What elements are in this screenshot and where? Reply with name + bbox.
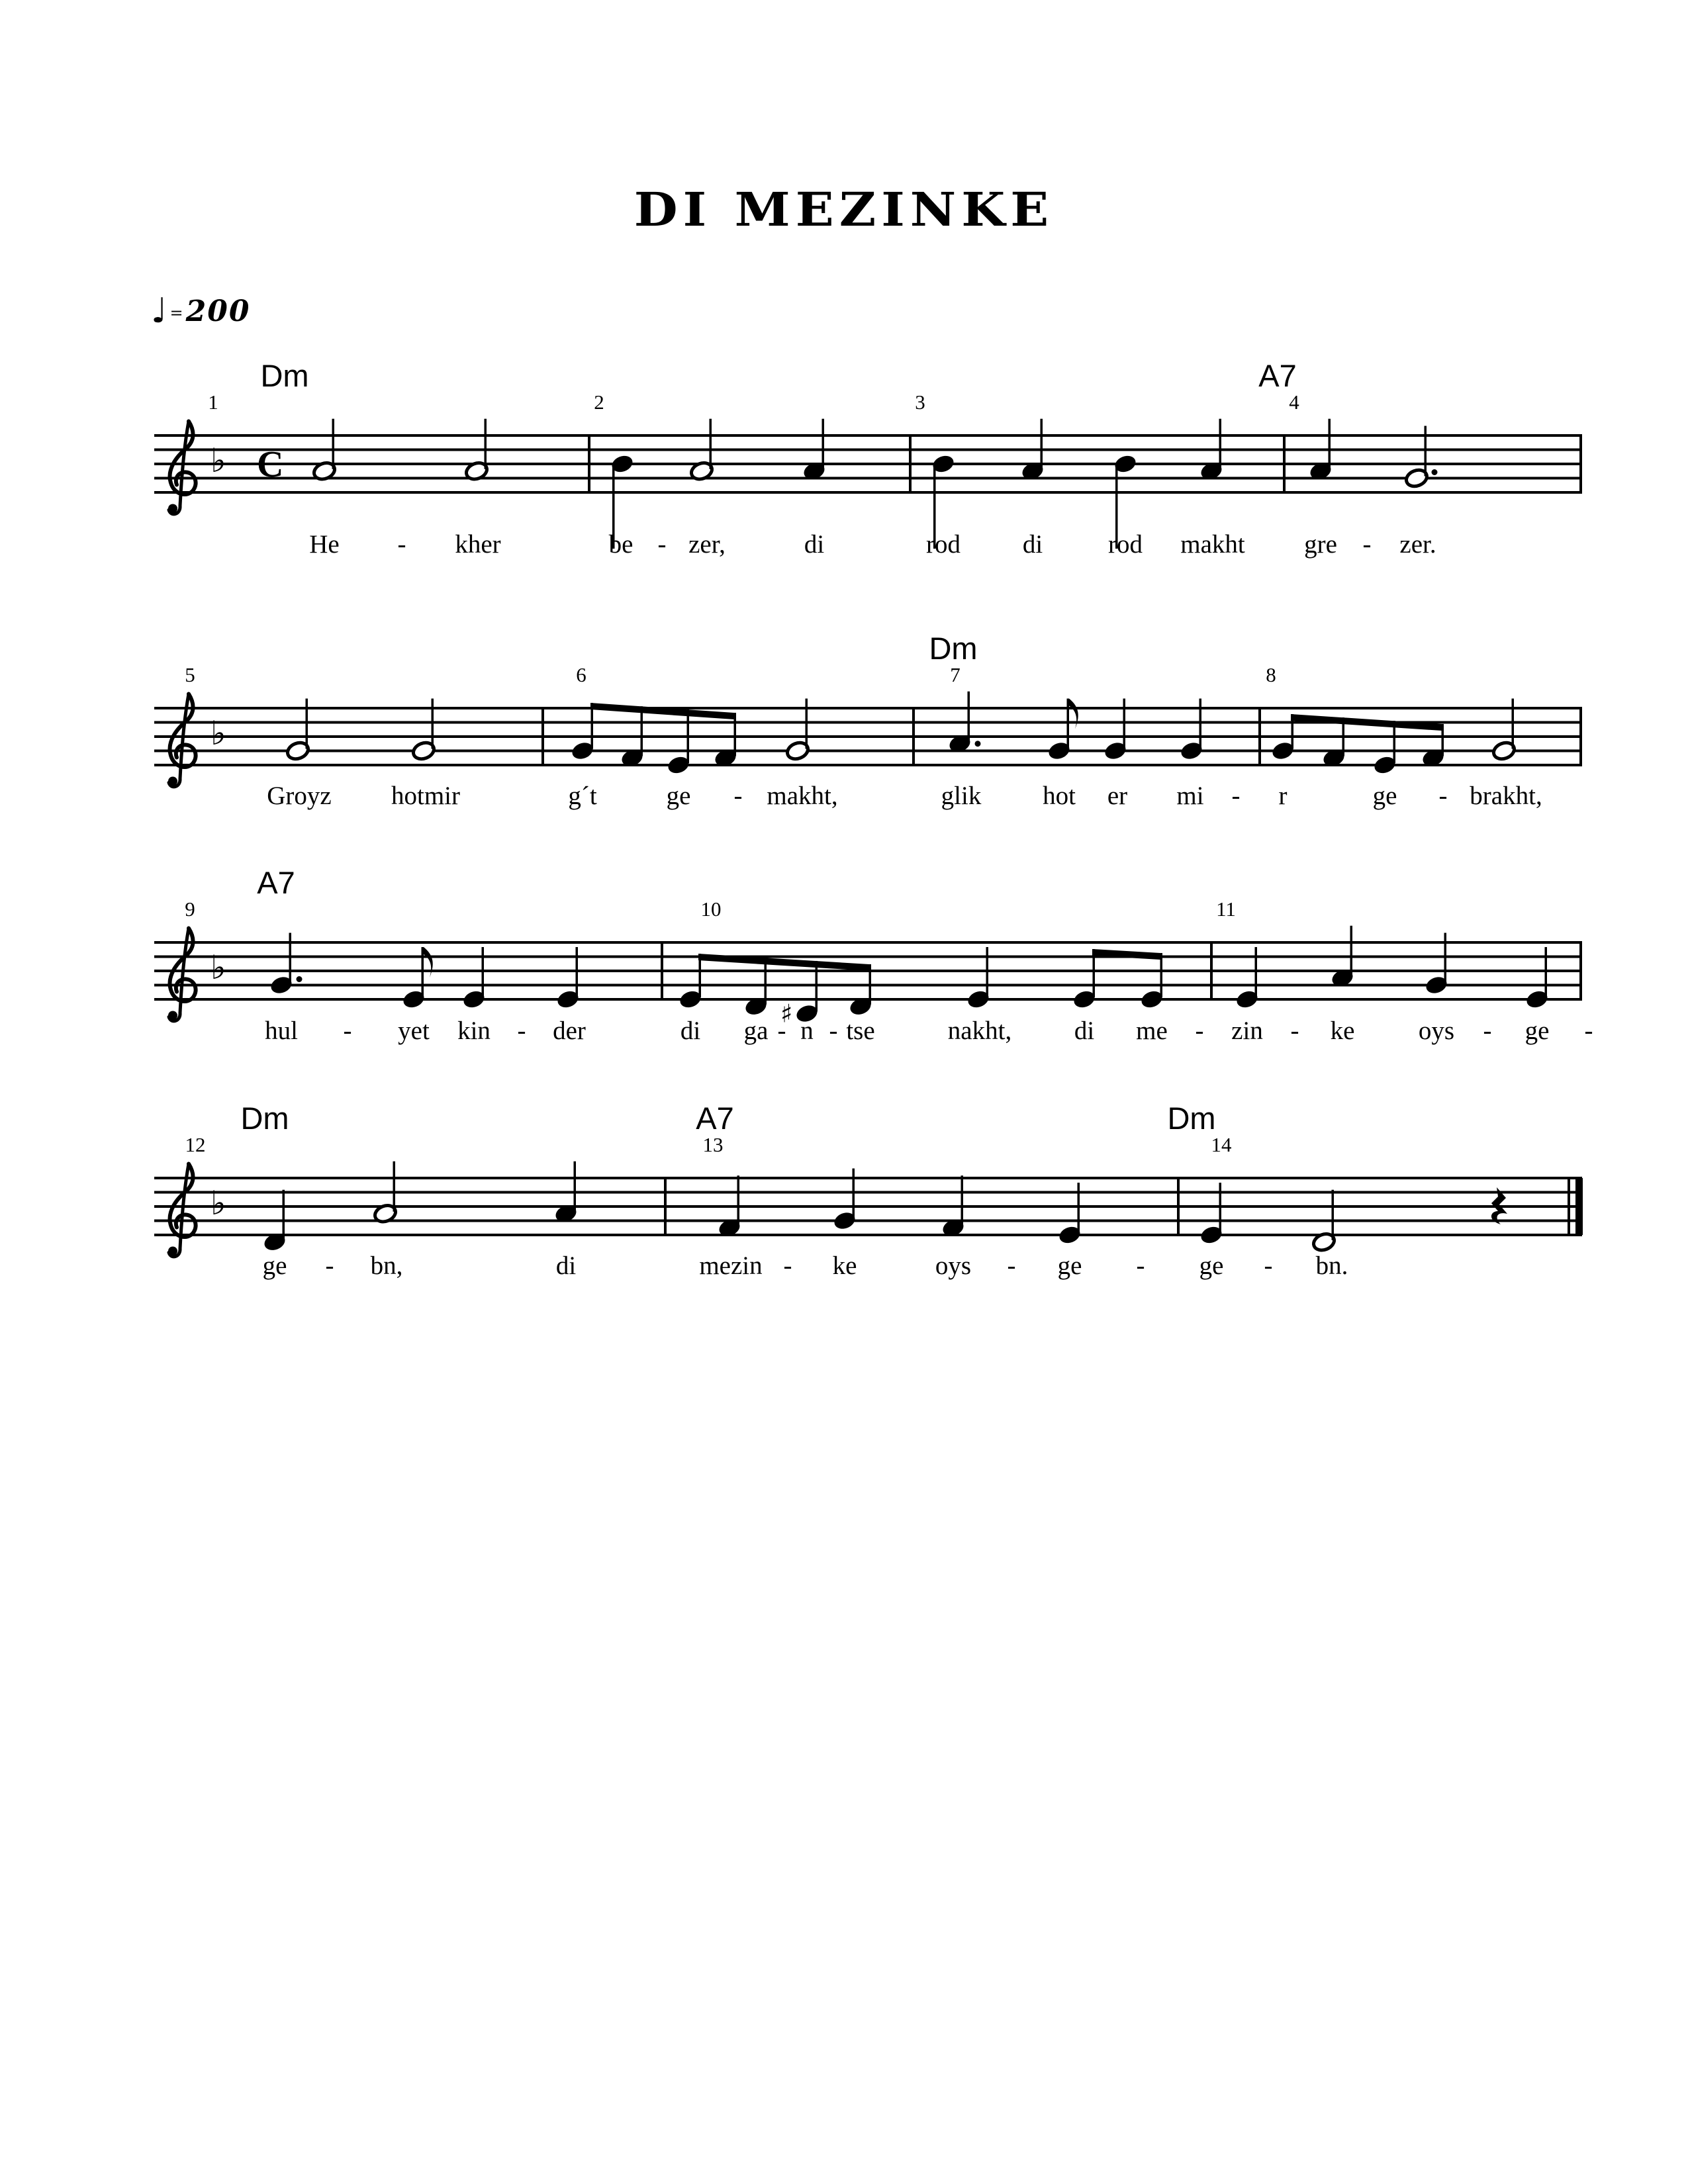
note-stem: [422, 947, 424, 997]
lyric-syllable: zin: [1231, 1017, 1263, 1045]
lyric-syllable: bn,: [370, 1251, 403, 1280]
staff-line: [154, 735, 1582, 738]
lyric-hyphen: -: [1438, 782, 1448, 810]
tempo-marking: [151, 291, 251, 331]
barline: [1283, 435, 1286, 492]
chord-label: Dm: [929, 631, 978, 666]
chord-label: Dm: [1167, 1101, 1216, 1136]
lyric-hyphen: -: [1483, 1017, 1492, 1045]
tempo-equals: =: [169, 304, 183, 322]
note-stem: [1219, 419, 1222, 469]
note-stem: [485, 419, 487, 469]
note-stem: [822, 419, 825, 469]
lyric-syllable: glik: [941, 782, 982, 810]
staff-line: [154, 491, 1582, 494]
note-stem: [961, 1175, 964, 1226]
staff-line: [154, 1177, 1582, 1179]
lyric-syllable: ge: [262, 1251, 287, 1280]
staff-line: [154, 434, 1582, 437]
note-stem: [816, 961, 818, 1012]
note-stem: [699, 954, 702, 997]
note-stem: [482, 947, 485, 997]
note-stem: [1160, 953, 1163, 997]
lyric-syllable: di: [804, 530, 825, 559]
note-stem: [1255, 947, 1258, 997]
lyric-hyphen: -: [1264, 1251, 1273, 1280]
barline: [541, 708, 544, 765]
lyric-syllable: rod: [1108, 530, 1143, 559]
note-stem: [1123, 699, 1126, 749]
measure-number: 4: [1289, 390, 1299, 414]
note-stem: [1444, 933, 1447, 983]
lyric-syllable: hul: [265, 1017, 298, 1045]
lyric-hyphen: -: [517, 1017, 526, 1045]
quarter-note-icon: ♩: [151, 291, 167, 331]
augmentation-dot: [1432, 469, 1438, 475]
note-stem: [283, 1190, 285, 1240]
lyric-syllable: ga: [743, 1017, 769, 1045]
note-stem: [1332, 1190, 1335, 1240]
key-flat-icon: ♭: [211, 948, 226, 987]
final-barline-thin: [1568, 1178, 1570, 1235]
measure-number: 9: [185, 897, 195, 921]
note-stem: [853, 1169, 855, 1219]
note-stem: [591, 703, 594, 749]
measure-number: 7: [950, 663, 961, 686]
lyric-hyphen: -: [343, 1017, 352, 1045]
note-stem: [1442, 724, 1444, 756]
lyric-syllable: oys: [935, 1251, 972, 1280]
measure-number: 2: [594, 390, 604, 414]
note-stem: [1219, 1183, 1222, 1233]
measure-number: 10: [700, 897, 722, 921]
lyric-syllable: bn.: [1315, 1251, 1348, 1280]
note-stem: [1093, 949, 1096, 997]
lyric-syllable: rod: [926, 530, 961, 559]
note-stem: [869, 964, 872, 1005]
lyric-hyphen: -: [1136, 1251, 1145, 1280]
note-stem: [1078, 1183, 1080, 1233]
lyric-syllable: makht: [1180, 530, 1245, 559]
lyric-hyphen: -: [325, 1251, 334, 1280]
lyric-syllable: yet: [398, 1017, 430, 1045]
lyric-hyphen: -: [397, 530, 406, 559]
measure-number: 14: [1211, 1133, 1232, 1156]
lyric-syllable: Groyz: [267, 782, 332, 810]
staff-line: [154, 1220, 1582, 1222]
eighth-flag-icon: [424, 947, 433, 978]
note-stem: [393, 1161, 396, 1212]
note-stem: [1545, 947, 1548, 997]
barline: [912, 708, 915, 765]
note-stem: [432, 699, 434, 749]
measure-number: 1: [208, 390, 218, 414]
note-stem: [574, 1161, 577, 1212]
augmentation-dot: [975, 741, 981, 747]
barline: [661, 942, 663, 999]
lyric-syllable: r: [1278, 782, 1288, 810]
lyric-syllable: oys: [1418, 1017, 1455, 1045]
lyric-syllable: nakht,: [947, 1017, 1012, 1045]
barline: [664, 1178, 667, 1235]
staff-line: [154, 1191, 1582, 1194]
lyric-syllable: ge: [1372, 782, 1397, 810]
note-stem: [710, 419, 712, 469]
lyric-syllable: zer.: [1399, 530, 1436, 559]
chord-label: A7: [257, 865, 295, 900]
lyric-hyphen: -: [1007, 1251, 1016, 1280]
chord-label: Dm: [240, 1101, 289, 1136]
note-stem: [1329, 419, 1331, 469]
note-stem: [332, 419, 335, 469]
note-stem: [1199, 699, 1202, 749]
eighth-flag-icon: [1069, 699, 1078, 729]
key-flat-icon: ♭: [211, 441, 226, 480]
staff-line: [154, 477, 1582, 480]
barline: [1177, 1178, 1180, 1235]
lyric-syllable: brakht,: [1470, 782, 1542, 810]
tempo-bpm: 200: [185, 295, 251, 328]
staff-line: [154, 764, 1582, 766]
key-flat-icon: ♭: [211, 1184, 226, 1222]
note-stem: [289, 933, 292, 983]
lyric-syllable: di: [1074, 1017, 1095, 1045]
lyric-syllable: tse: [846, 1017, 875, 1045]
measure-number: 3: [915, 390, 925, 414]
beam: [1092, 949, 1160, 960]
sharp-icon: ♯: [780, 999, 793, 1028]
note-stem: [1350, 926, 1353, 976]
barline: [909, 435, 912, 492]
staff-line: [154, 463, 1582, 465]
lyric-syllable: mi: [1176, 782, 1204, 810]
lyric-syllable: hot: [1043, 782, 1076, 810]
barline: [1210, 942, 1213, 999]
final-barline-thick: [1575, 1178, 1583, 1235]
note-stem: [734, 713, 737, 756]
lyric-syllable: g´t: [568, 782, 597, 810]
note-stem: [806, 699, 808, 749]
measure-number: 8: [1266, 663, 1276, 686]
measure-number: 11: [1216, 897, 1236, 921]
barline: [588, 435, 590, 492]
barline: [1579, 435, 1582, 492]
barline: [1579, 708, 1582, 765]
note-stem: [765, 958, 767, 1005]
note-stem: [1425, 426, 1427, 477]
chord-label: A7: [1258, 358, 1297, 393]
note-stem: [968, 692, 970, 742]
staff-line: [154, 1205, 1582, 1208]
staff-line: [154, 1234, 1582, 1236]
lyric-syllable: di: [680, 1017, 701, 1045]
note-stem: [306, 699, 308, 749]
staff-line: [154, 449, 1582, 451]
lyric-syllable: makht,: [767, 782, 838, 810]
lyric-hyphen: -: [733, 782, 743, 810]
barline: [1258, 708, 1261, 765]
barline: [1579, 942, 1582, 999]
song-title: DI MEZINKE: [633, 182, 1055, 237]
lyric-hyphen: -: [1231, 782, 1241, 810]
lyric-syllable: di: [555, 1251, 577, 1280]
time-signature: C: [257, 444, 284, 485]
lyric-hyphen: -: [1290, 1017, 1299, 1045]
lyric-hyphen: -: [1362, 530, 1372, 559]
staff-line: [154, 984, 1582, 987]
lyric-hyphen: -: [783, 1251, 792, 1280]
chord-label: A7: [696, 1101, 734, 1136]
lyric-syllable: n: [800, 1017, 814, 1045]
note-stem: [986, 947, 989, 997]
augmentation-dot: [297, 976, 303, 982]
measure-number: 6: [576, 663, 586, 686]
lyric-syllable: be: [608, 530, 633, 559]
lyric-hyphen: -: [1584, 1017, 1593, 1045]
staff-line: [154, 941, 1582, 944]
lyric-hyphen: -: [657, 530, 667, 559]
lyric-syllable: er: [1107, 782, 1128, 810]
note-stem: [641, 706, 643, 756]
note-stem: [1512, 699, 1515, 749]
note-stem: [576, 947, 579, 997]
note-stem: [687, 709, 690, 763]
lyric-syllable: hotmir: [391, 782, 460, 810]
lyric-syllable: kin: [457, 1017, 491, 1045]
lyric-syllable: ke: [1330, 1017, 1355, 1045]
note-stem: [1393, 721, 1396, 763]
staff-line: [154, 956, 1582, 958]
lyric-syllable: He: [309, 530, 340, 559]
lyric-syllable: kher: [455, 530, 501, 559]
lyric-syllable: zer,: [688, 530, 726, 559]
lyric-syllable: di: [1022, 530, 1043, 559]
staff-line: [154, 707, 1582, 709]
lyric-syllable: ke: [832, 1251, 857, 1280]
note-stem: [1342, 717, 1345, 756]
note-stem: [1067, 699, 1070, 749]
chord-label: Dm: [260, 358, 309, 393]
measure-number: 12: [185, 1133, 206, 1156]
note-stem: [737, 1175, 740, 1226]
lyric-syllable: gre: [1304, 530, 1337, 559]
measure-number: 5: [185, 663, 195, 686]
lyric-hyphen: -: [777, 1017, 786, 1045]
lyric-syllable: ge: [1057, 1251, 1082, 1280]
lyric-syllable: ge: [1199, 1251, 1224, 1280]
lyric-hyphen: -: [1195, 1017, 1204, 1045]
staff-line: [154, 750, 1582, 752]
beam: [590, 703, 734, 719]
note-stem: [1291, 714, 1294, 749]
lyric-hyphen: -: [829, 1017, 838, 1045]
key-flat-icon: ♭: [211, 714, 226, 752]
note-stem: [1041, 419, 1043, 469]
lyric-syllable: mezin: [699, 1251, 763, 1280]
lyric-syllable: ge: [666, 782, 691, 810]
lyric-syllable: ge: [1524, 1017, 1550, 1045]
lyric-syllable: me: [1136, 1017, 1168, 1045]
lyric-syllable: der: [553, 1017, 586, 1045]
measure-number: 13: [702, 1133, 724, 1156]
